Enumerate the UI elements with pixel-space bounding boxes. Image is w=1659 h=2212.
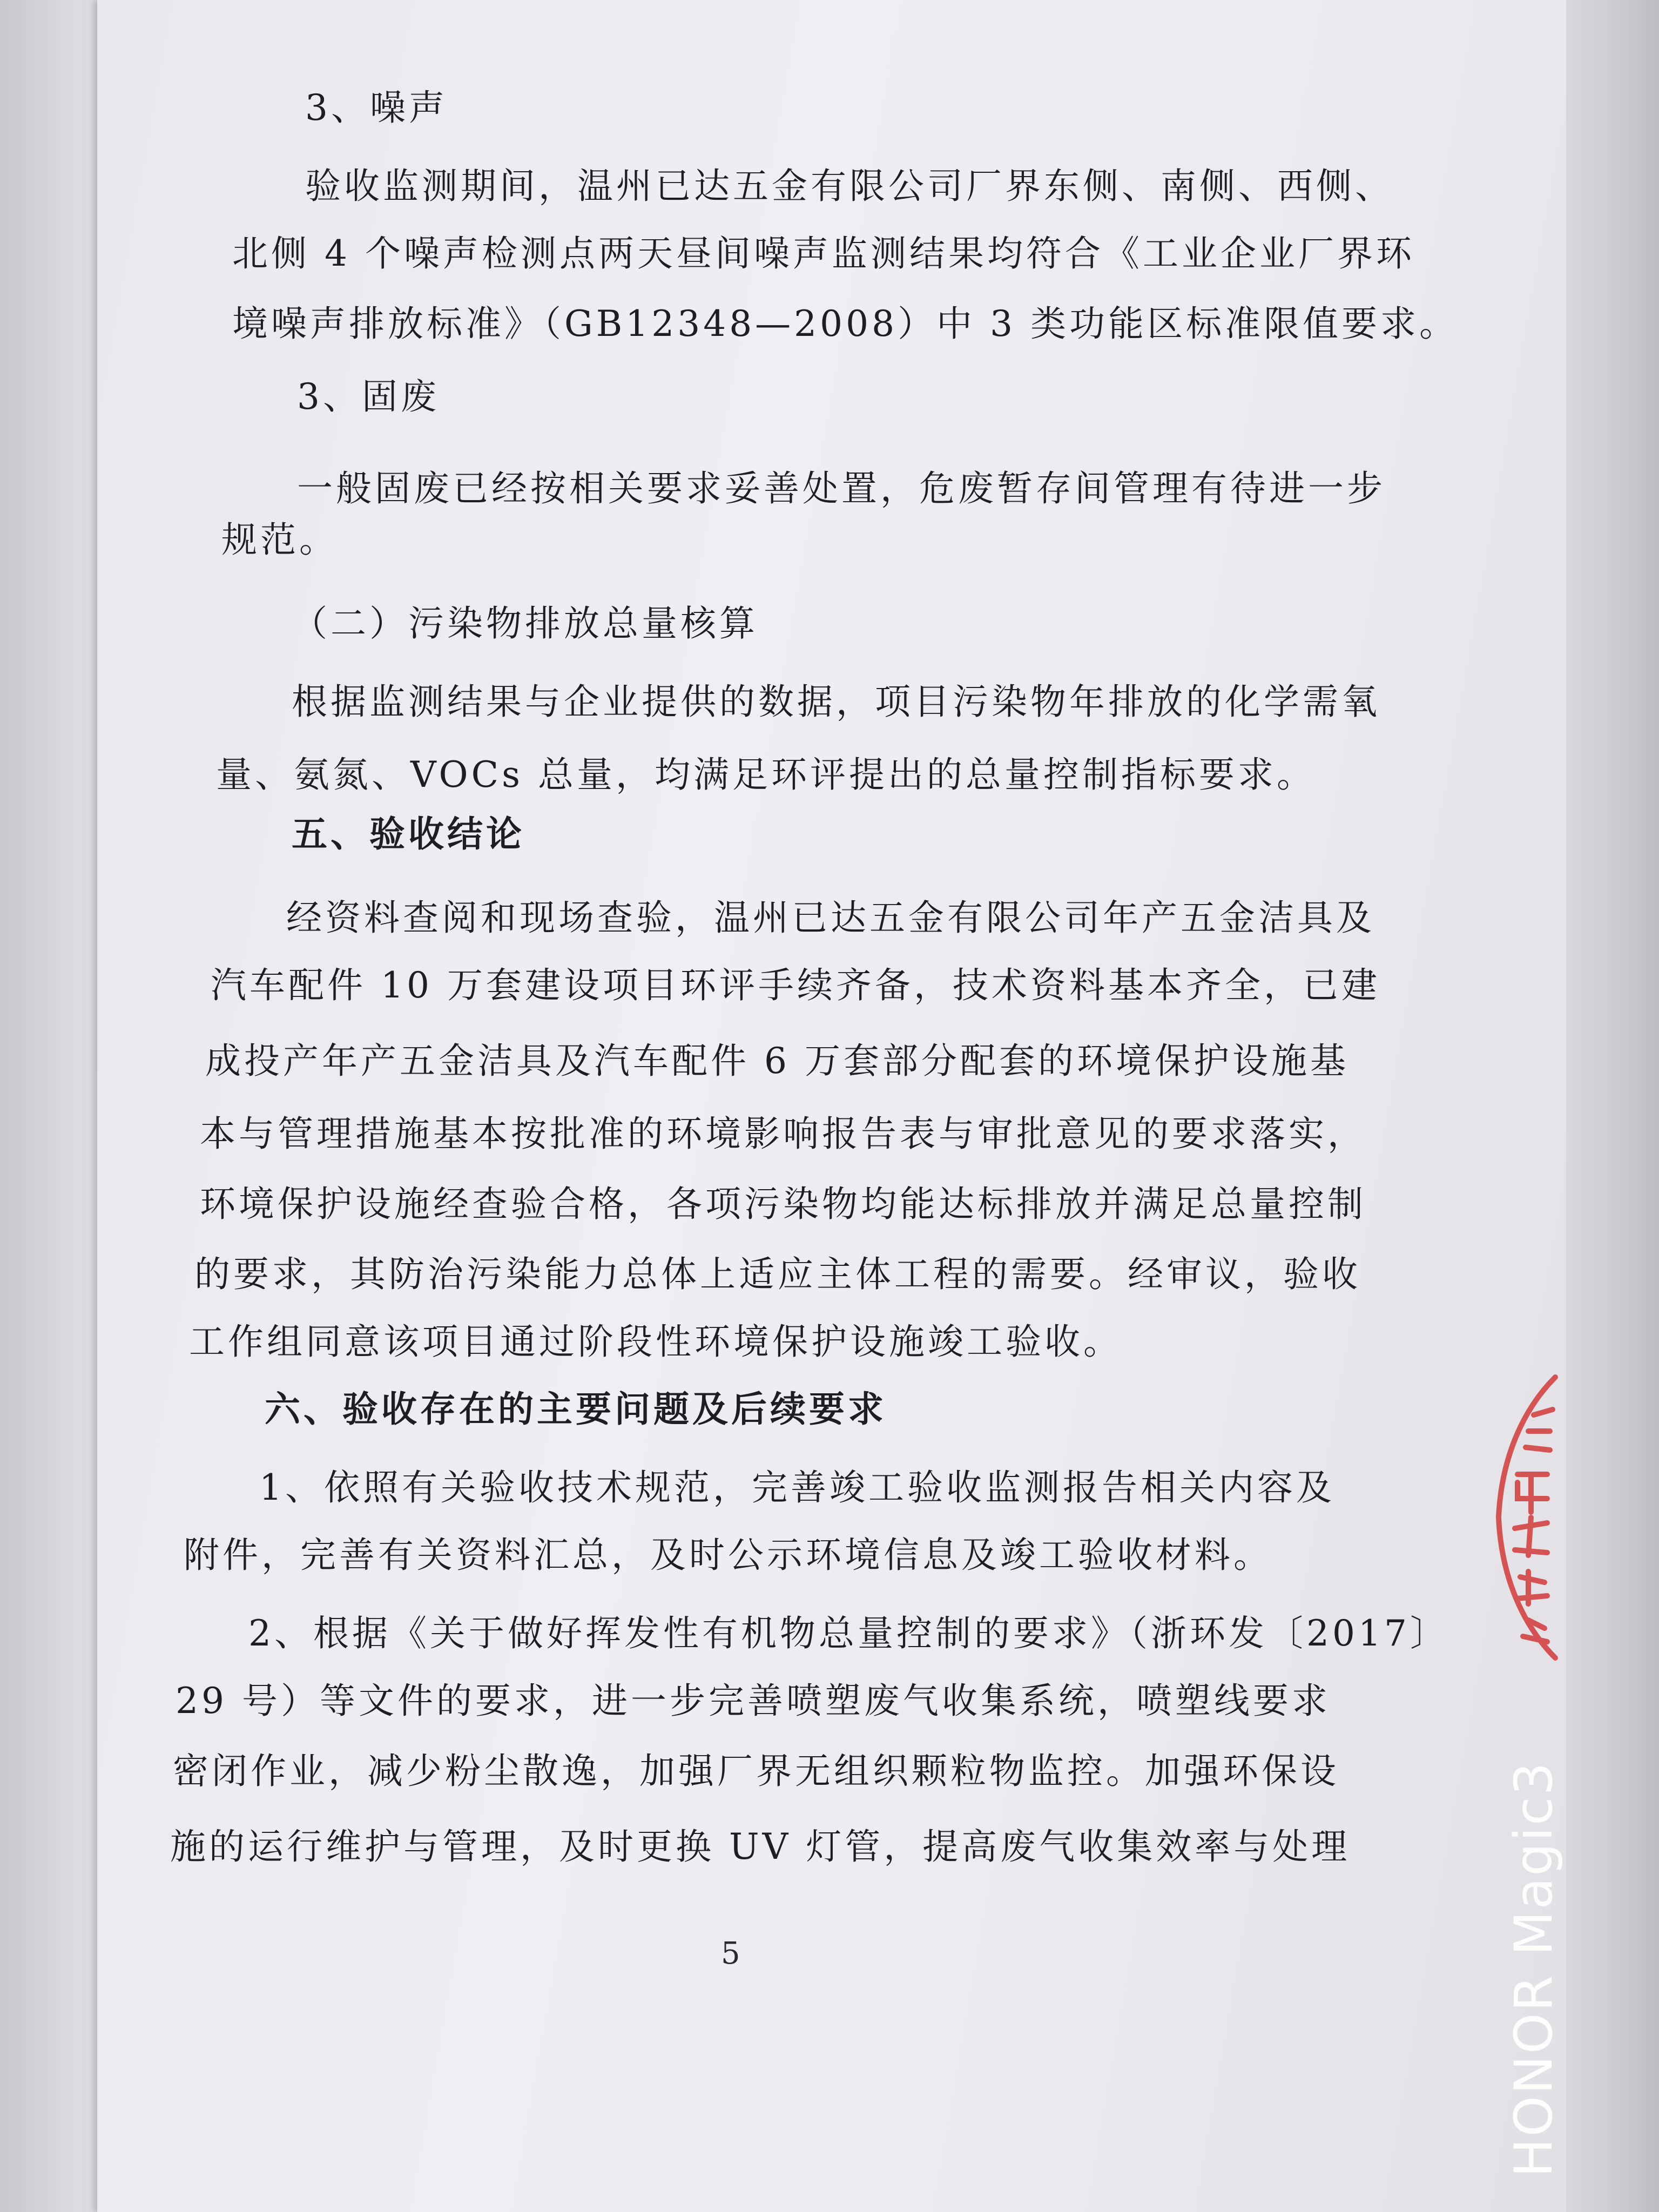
watermark-text: HONOR Magic3 xyxy=(1503,1761,1564,2177)
paragraph-line: 验收监测期间，温州已达五金有限公司厂界东侧、南侧、西侧、 xyxy=(305,165,1394,207)
section-heading-solid-waste: 3、固废 xyxy=(297,376,440,417)
paragraph-line: 密闭作业，减少粉尘散逸，加强厂界无组织颗粒物监控。加强环保设 xyxy=(173,1750,1339,1792)
section-heading-noise: 3、噪声 xyxy=(305,87,448,129)
paragraph-line: 汽车配件 10 万套建设项目环评手续齐备，技术资料基本齐全，已建 xyxy=(211,965,1380,1006)
paragraph-line: 工作组同意该项目通过阶段性环境保护设施竣工验收。 xyxy=(189,1321,1122,1363)
paragraph-line: 的要求，其防治污染能力总体上适应主体工程的需要。经审议，验收 xyxy=(194,1253,1361,1295)
page-number: 5 xyxy=(721,1936,740,1971)
red-seal-stamp xyxy=(1480,1366,1572,1669)
section-heading-total-emissions: （二）污染物排放总量核算 xyxy=(292,603,758,644)
paragraph-line: 本与管理措施基本按批准的环境影响报告表与审批意见的要求落实， xyxy=(200,1113,1366,1155)
paragraph-line: 29 号）等文件的要求，进一步完善喷塑废气收集系统，喷塑线要求 xyxy=(176,1680,1331,1722)
section-heading-conclusion: 五、验收结论 xyxy=(292,813,525,855)
section-heading-issues: 六、验收存在的主要问题及后续要求 xyxy=(265,1388,887,1430)
paragraph-line: 北侧 4 个噪声检测点两天昼间噪声监测结果均符合《工业企业厂界环 xyxy=(232,233,1415,274)
paragraph-line: 施的运行维护与管理，及时更换 UV 灯管，提高废气收集效率与处理 xyxy=(170,1826,1351,1867)
paragraph-line: 附件，完善有关资料汇总，及时公示环境信息及竣工验收材料。 xyxy=(184,1534,1272,1576)
paragraph-line: 一般固废已经按相关要求妥善处置，危废暂存间管理有待进一步 xyxy=(297,468,1386,509)
paragraph-line: 2、根据《关于做好挥发性有机物总量控制的要求》（浙环发〔2017〕 xyxy=(248,1613,1449,1654)
paragraph-line: 境噪声排放标准》（GB12348—2008）中 3 类功能区标准限值要求。 xyxy=(232,303,1459,345)
paragraph-line: 规范。 xyxy=(221,519,338,561)
paragraph-line: 量、氨氮、VOCs 总量，均满足环评提出的总量控制指标要求。 xyxy=(216,754,1316,795)
paragraph-line: 经资料查阅和现场查验，温州已达五金有限公司年产五金洁具及 xyxy=(286,897,1375,939)
paragraph-line: 1、依照有关验收技术规范，完善竣工验收监测报告相关内容及 xyxy=(259,1467,1335,1508)
paragraph-line: 根据监测结果与企业提供的数据，项目污染物年排放的化学需氧 xyxy=(292,681,1380,723)
paragraph-line: 成投产年产五金洁具及汽车配件 6 万套部分配套的环境保护设施基 xyxy=(205,1040,1349,1082)
camera-watermark xyxy=(1480,1750,1588,2182)
paragraph-line: 环境保护设施经查验合格，各项污染物均能达标排放并满足总量控制 xyxy=(200,1183,1366,1225)
